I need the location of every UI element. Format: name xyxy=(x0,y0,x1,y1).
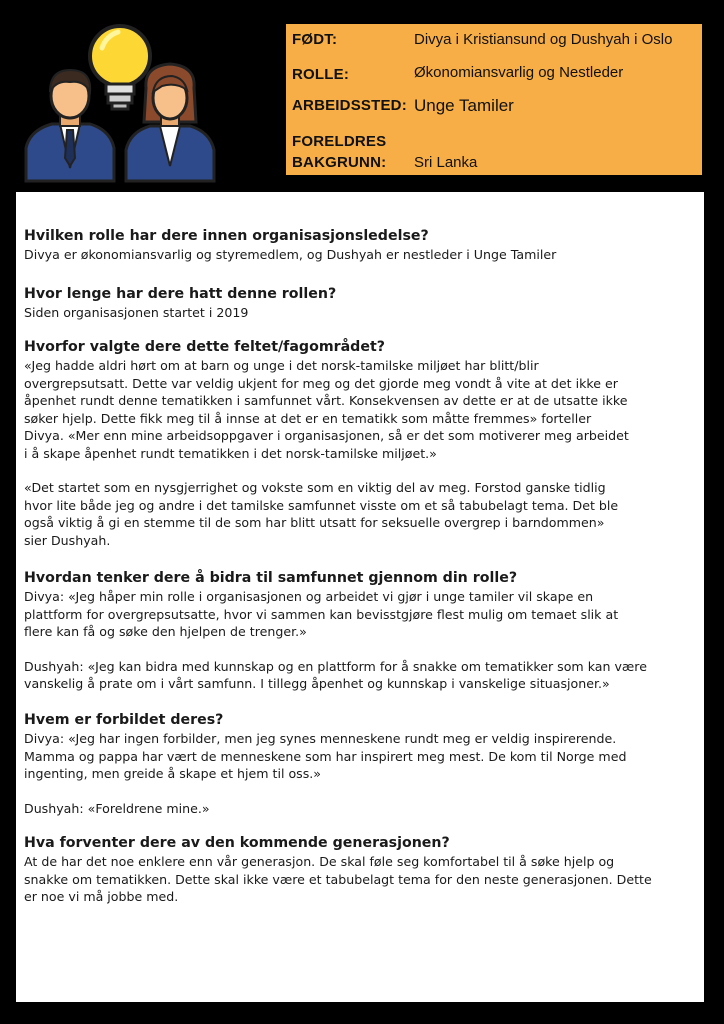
workplace-value: Unge Tamiler xyxy=(414,96,514,115)
answer-text: Divya: «Jeg håper min rolle i organisasjonen og arbeidet vi gjør i unge tamiler vil skape en plattform for overgrepsutsatte, hvor vi sammen kan bevisstgjøre flest mulig om temaet slik at flere kan få og søke den hjelpen de trenger.» xyxy=(24,589,619,639)
parents-background-label-line1: FORELDRES xyxy=(292,133,387,150)
question-heading: Hvordan tenker dere å bidra til samfunnet gjennom din rolle? xyxy=(24,570,518,586)
parents-background-value: Sri Lanka xyxy=(414,154,478,171)
answer-text: «Det startet som en nysgjerrighet og vokste som en viktig del av meg. Forstod ganske tidlig hvor lite både jeg og andre i det tamilske samfunnet visste om et så tabubelagt tema. Det ble også viktig å gi en stemme til de som har blitt utsatt for seksuelle overgrep i barndommen» sier Dushyah. xyxy=(24,480,619,548)
answer-text: Dushyah: «Jeg kan bidra med kunnskap og en plattform for å snakke om tematikker som kan være vanskelig å prate om i vårt samfunn. I tillegg åpenhet og kunnskap i vanskelige situasjoner.» xyxy=(24,658,647,691)
question-heading: Hva forventer dere av den kommende generasjonen? xyxy=(24,835,450,851)
answer-text: «Jeg hadde aldri hørt om at barn og unge i det norsk-tamilske miljøet har blitt/blir overgrepsutsatt. Dette var veldig ukjent for meg og det gjorde meg vondt å vite at det ikke er åpenhet rundt denne tematikken i samfunnet vårt. Konsekvensen av dette er at de utsatte ikke søker hjelp. Dette fikk meg til å innse at det er en tematikk som måtte fremmes» forteller Divya. «Mer enn mine arbeidsoppgaver i organisasjonen, så er det som motiverer meg arbeidet i å skape åpenhet rundt tematikken i det norsk-tamilske miljøet.» xyxy=(24,358,629,461)
qa-section-role-model xyxy=(24,710,674,817)
born-label: FØDT: xyxy=(292,31,338,48)
answer-text: Siden organisasjonen startet i 2019 xyxy=(24,305,249,320)
answer-text: Divya: «Jeg har ingen forbilder, men jeg synes menneskene rundt meg er veldig inspirerende. Mamma og pappa har vært de menneskene som har inspirert meg mest. De kom til Norge med ingenting, men greide å skape et hjem til oss.» xyxy=(24,731,627,781)
qa-section-duration xyxy=(24,284,674,322)
question-heading: Hvor lenge har dere hatt denne rollen? xyxy=(24,286,337,302)
role-value: Økonomiansvarlig og Nestleder xyxy=(414,64,624,81)
role-label: ROLLE: xyxy=(292,66,350,83)
answer-text: Dushyah: «Foreldrene mine.» xyxy=(24,800,210,816)
parents-background-label-line2: BAKGRUNN: xyxy=(292,154,387,171)
qa-section-role xyxy=(24,226,674,264)
lightbulb-icon xyxy=(90,26,150,109)
answer-text: At de har det noe enklere enn vår generasjon. De skal føle seg komfortabel til å søke hjelp og snakke om tematikken. Dette skal ikke være et tabubelagt tema for den neste generasjonen. Dette er noe vi må jobbe med. xyxy=(24,854,652,904)
profile-info-box xyxy=(286,24,702,175)
qa-section-contribution xyxy=(24,568,674,693)
people-lightbulb-illustration xyxy=(20,18,220,183)
question-heading: Hvilken rolle har dere innen organisasjonsledelse? xyxy=(24,228,429,244)
workplace-label: ARBEIDSSTED: xyxy=(292,97,407,114)
interview-content xyxy=(16,192,704,1002)
question-heading: Hvorfor valgte dere dette feltet/fagområdet? xyxy=(24,339,385,355)
man-avatar-icon xyxy=(26,70,114,181)
qa-section-why-field xyxy=(24,337,674,549)
born-value: Divya i Kristiansund og Dushyah i Oslo xyxy=(414,31,673,48)
answer-text: Divya er økonomiansvarlig og styremedlem, og Dushyah er nestleder i Unge Tamiler xyxy=(24,247,557,262)
question-heading: Hvem er forbildet deres? xyxy=(24,712,224,728)
qa-section-next-generation xyxy=(24,833,674,906)
